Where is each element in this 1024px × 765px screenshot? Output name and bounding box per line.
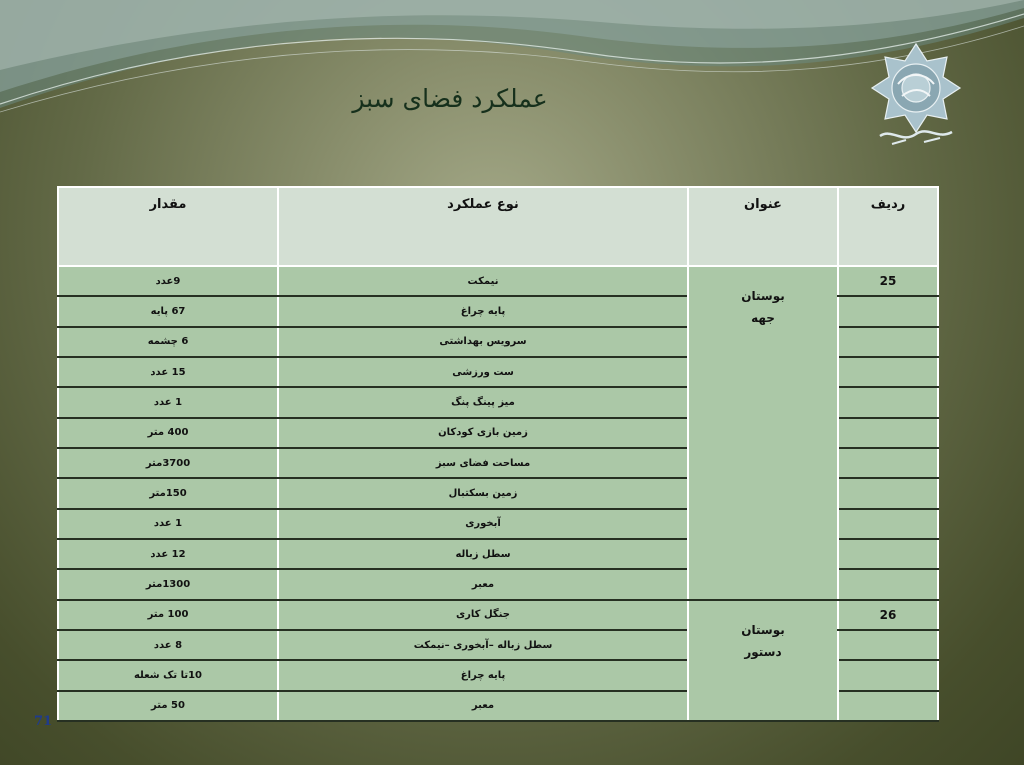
row-number: 25 [838,266,938,296]
amount-cell: 8 عدد [58,630,278,660]
type-cell: جنگل کاری [278,600,688,630]
row-number-empty [838,448,938,478]
municipality-emblem-icon [862,36,970,154]
row-number-empty [838,357,938,387]
row-number-empty [838,630,938,660]
amount-cell: 3700متر [58,448,278,478]
amount-cell: 150متر [58,478,278,508]
location-cell [688,600,838,721]
type-cell: معبر [278,569,688,599]
amount-cell: 10تا تک شعله [58,660,278,690]
table-row [58,266,938,296]
amount-cell: 100 متر [58,600,278,630]
amount-cell: 6 چشمه [58,327,278,357]
amount-cell: 400 متر [58,418,278,448]
location-name-line2: دستور [744,644,782,659]
amount-cell: 50 متر [58,691,278,721]
row-number-empty [838,296,938,326]
row-number-empty [838,418,938,448]
header-type: نوع عملکرد [278,187,688,266]
amount-cell: 9عدد [58,266,278,296]
slide-title: عملکرد فضای سبز [352,84,548,113]
row-number-empty [838,569,938,599]
row-number-empty [838,327,938,357]
amount-cell: 15 عدد [58,357,278,387]
row-number-empty [838,478,938,508]
row-number-empty [838,387,938,417]
header-amount: مقدار [58,187,278,266]
type-cell: زمین بازی کودکان [278,418,688,448]
type-cell: ست ورزشی [278,357,688,387]
amount-cell: 12 عدد [58,539,278,569]
type-cell: نیمکت [278,266,688,296]
performance-table [57,186,939,722]
type-cell: آبخوری [278,509,688,539]
row-number-empty [838,539,938,569]
type-cell: سرویس بهداشتی [278,327,688,357]
type-cell: مساحت فضای سبز [278,448,688,478]
location-name-line1: بوستان [741,289,785,303]
amount-cell: 1300متر [58,569,278,599]
row-number-empty [838,509,938,539]
type-cell: سطل زباله –آبخوری –نیمکت [278,630,688,660]
amount-cell: 1 عدد [58,509,278,539]
type-cell: پایه چراغ [278,660,688,690]
location-name-line1: بوستان [741,622,785,637]
type-cell: سطل زباله [278,539,688,569]
row-number-empty [838,660,938,690]
location-name-line2: جهه [751,311,775,325]
type-cell: زمین بسکتبال [278,478,688,508]
amount-cell: 1 عدد [58,387,278,417]
row-number: 26 [838,600,938,630]
row-number-empty [838,691,938,721]
location-cell [688,266,838,600]
page-number: 71 [34,714,53,729]
type-cell: میز پینگ پنگ [278,387,688,417]
table-row [58,600,938,630]
table-header-row [58,187,938,266]
amount-cell: 67 پایه [58,296,278,326]
header-row-no: ردیف [838,187,938,266]
type-cell: پایه چراغ [278,296,688,326]
header-location: عنوان [688,187,838,266]
type-cell: معبر [278,691,688,721]
